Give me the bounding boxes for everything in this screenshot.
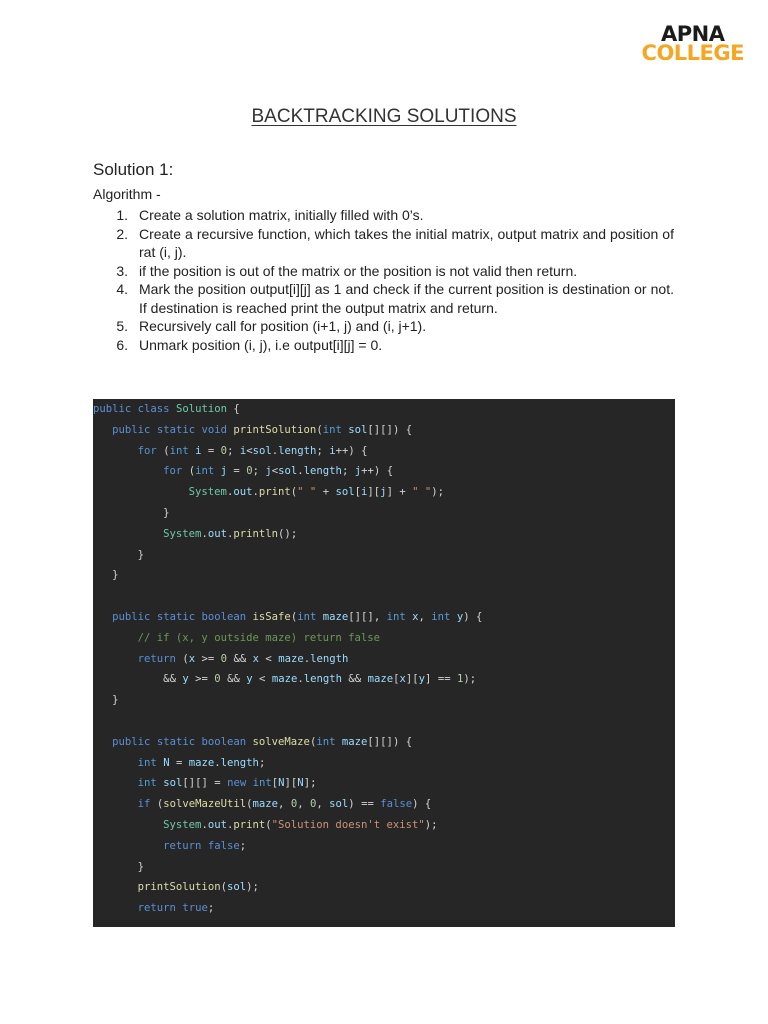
- algorithm-label: Algorithm -: [93, 186, 161, 202]
- code-line: }: [112, 694, 119, 707]
- code-line: [93, 586, 675, 607]
- step-number: 3.: [116, 262, 128, 279]
- list-item: [93, 336, 674, 355]
- step-text: if the position is out of the matrix or the position is not valid then return.: [139, 262, 578, 279]
- code-line: System.out.print("Solution doesn't exist");: [163, 818, 438, 831]
- code-line: return (x >= 0 && x < maze.length: [137, 652, 349, 665]
- code-line: }: [163, 506, 170, 519]
- logo-line-1: APNA: [661, 22, 725, 46]
- code-line: int sol[][] = new int[N][N];: [137, 777, 317, 790]
- code-line: public class Solution {: [93, 403, 240, 415]
- code-line: for (int j = 0; j<sol.length; j++) {: [163, 465, 394, 478]
- step-number: 4.: [116, 281, 128, 297]
- apna-college-logo: [642, 24, 744, 64]
- list-item: [93, 225, 674, 262]
- code-line: // if (x, y outside maze) return false: [137, 631, 381, 644]
- step-number: 5.: [116, 318, 128, 334]
- code-line: public static boolean solveMaze(int maze[][]) {: [112, 735, 413, 748]
- page-title: BACKTRACKING SOLUTIONS: [251, 106, 517, 127]
- code-line: }: [137, 860, 145, 873]
- code-line: public static void printSolution(int sol[][]) {: [112, 423, 413, 436]
- step-number: 2.: [116, 225, 128, 242]
- step-text: Recursively call for position (i+1, j) and (i, j+1).: [139, 318, 427, 334]
- step-text: Create a solution matrix, initially filled with 0’s.: [139, 207, 424, 223]
- list-item: [93, 206, 674, 225]
- code-line: }: [112, 569, 119, 582]
- step-text: Create a recursive function, which takes the initial matrix, output matrix and position of rat (i, j).: [139, 225, 674, 260]
- code-line: public static boolean isSafe(int maze[][], int x, int y) {: [112, 610, 483, 623]
- list-item: [93, 280, 674, 317]
- code-line: if (solveMazeUtil(maze, 0, 0, sol) == false) {: [137, 798, 432, 811]
- code-line: System.out.print(" " + sol[i][j] + " ");: [188, 486, 445, 499]
- step-text: Mark the position output[i][j] as 1 and check if the current position is destination or not. If destination is reached print the output matrix and return.: [139, 281, 674, 316]
- code-line: return true;: [137, 902, 215, 915]
- list-item: [93, 317, 674, 336]
- code-line: System.out.println();: [163, 527, 298, 540]
- solution-heading: Solution 1:: [93, 160, 174, 179]
- code-line: return false;: [163, 839, 247, 852]
- step-text: Unmark position (i, j), i.e output[i][j] = 0.: [139, 336, 383, 353]
- step-number: 1.: [116, 207, 128, 223]
- code-line: for (int i = 0; i<sol.length; i++) {: [137, 444, 368, 457]
- code-line: }: [137, 548, 145, 561]
- logo-line-2: COLLEGE: [641, 41, 744, 65]
- code-line: && y >= 0 && y < maze.length && maze[x][y] == 1);: [163, 673, 477, 686]
- list-item: [93, 262, 674, 281]
- code-line: printSolution(sol);: [137, 881, 259, 894]
- code-line: int N = maze.length;: [137, 756, 266, 769]
- step-number: 6.: [116, 336, 128, 353]
- code-line: [93, 711, 675, 732]
- code-block: [93, 399, 675, 927]
- algorithm-steps: [93, 206, 674, 354]
